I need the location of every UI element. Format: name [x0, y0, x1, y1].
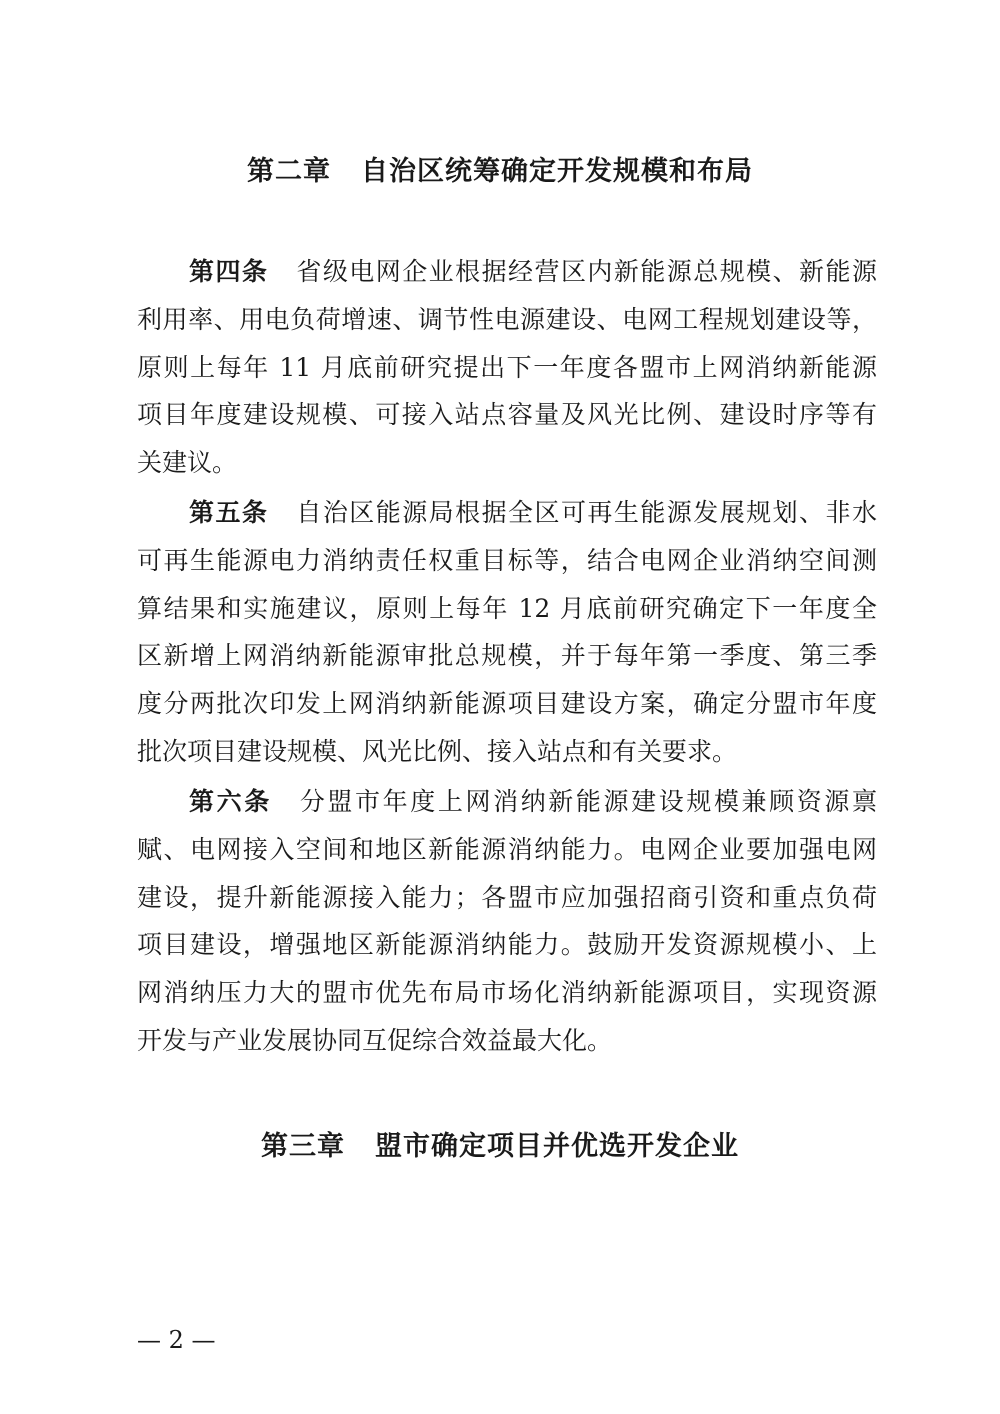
article-5-line-1	[137, 489, 877, 537]
article-6	[137, 778, 877, 1065]
article-5-text: 自治区能源局根据全区可再生能源发展规划、非水	[296, 498, 877, 527]
chapter-2-title: 自治区统筹确定开发规模和布局	[361, 156, 753, 187]
article-5-label: 第五条	[189, 498, 269, 527]
article-6-line-1	[137, 778, 877, 826]
chapter-2-number: 第二章	[247, 156, 331, 187]
article-5-line-6: 批次项目建设规模、风光比例、接入站点和有关要求。	[137, 736, 738, 766]
article-4-line-1	[137, 248, 877, 296]
chapter-3-number: 第三章	[261, 1131, 345, 1162]
article-6-text: 分盟市年度上网消纳新能源建设规模兼顾资源禀	[299, 787, 877, 816]
article-4-text: 省级电网企业根据经营区内新能源总规模、新能源	[296, 257, 877, 286]
chapter-3-heading	[0, 1127, 1000, 1167]
article-6-line-3: 建设，提升新能源接入能力；各盟市应加强招商引资和重点负荷	[137, 882, 877, 912]
article-4-line-2: 利用率、用电负荷增速、调节性电源建设、电网工程规划建设等，	[137, 304, 877, 334]
article-4-line-3: 原则上每年 11 月底前研究提出下一年度各盟市上网消纳新能源	[137, 352, 877, 382]
page-number: — 2 —	[137, 1326, 216, 1354]
article-5-line-5: 度分两批次印发上网消纳新能源项目建设方案，确定分盟市年度	[137, 689, 877, 719]
article-5-line-4: 区新增上网消纳新能源审批总规模，并于每年第一季度、第三季	[137, 641, 877, 671]
article-5	[137, 489, 877, 776]
article-4-line-5: 关建议。	[137, 448, 238, 478]
article-6-line-2: 赋、电网接入空间和地区新能源消纳能力。电网企业要加强电网	[137, 834, 877, 864]
article-6-label: 第六条	[189, 787, 272, 816]
article-5-line-2: 可再生能源电力消纳责任权重目标等，结合电网企业消纳空间测	[137, 545, 877, 575]
chapter-2-heading	[0, 152, 1000, 192]
article-5-line-3: 算结果和实施建议，原则上每年 12 月底前研究确定下一年度全	[137, 593, 877, 623]
article-6-line-5: 网消纳压力大的盟市优先布局市场化消纳新能源项目，实现资源	[137, 978, 877, 1008]
article-6-line-4: 项目建设，增强地区新能源消纳能力。鼓励开发资源规模小、上	[137, 930, 877, 960]
chapter-3-title: 盟市确定项目并优选开发企业	[375, 1131, 739, 1162]
article-4	[137, 248, 877, 487]
article-4-label: 第四条	[189, 257, 269, 286]
article-6-line-6: 开发与产业发展协同互促综合效益最大化。	[137, 1025, 613, 1055]
article-4-line-4: 项目年度建设规模、可接入站点容量及风光比例、建设时序等有	[137, 400, 877, 430]
